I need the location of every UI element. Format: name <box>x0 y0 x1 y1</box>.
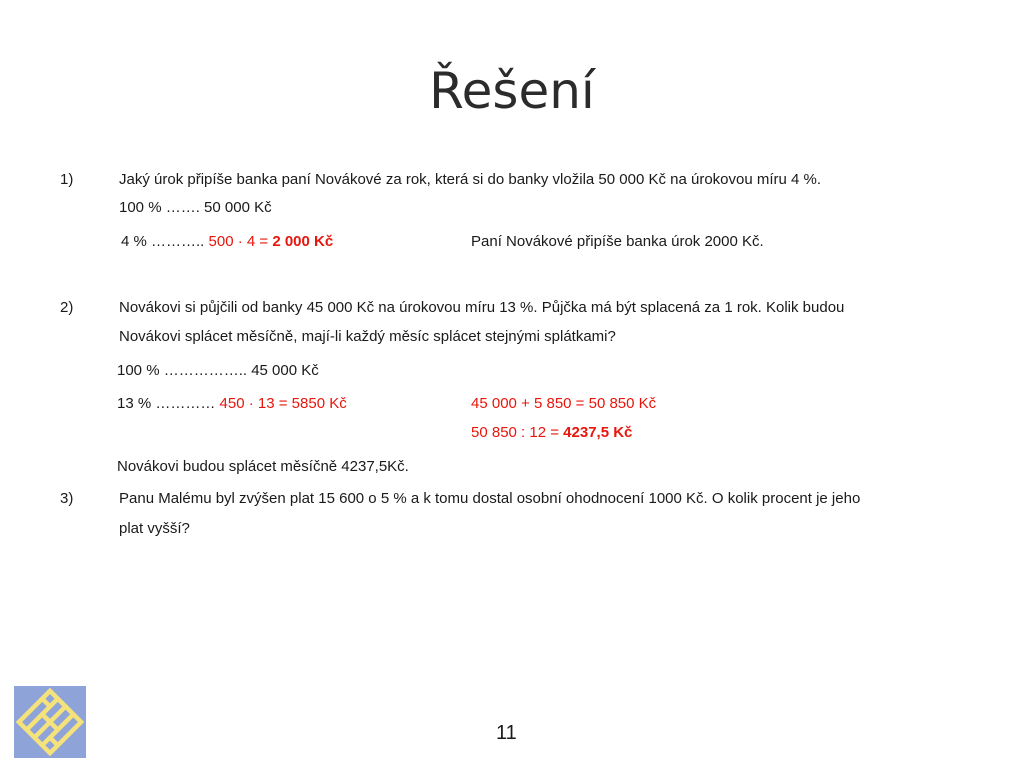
problem1-line2-result: 2 000 Kč <box>272 233 334 250</box>
problem1-line2-prefix: 4 % ……….. <box>121 233 209 250</box>
problem2-text-line1: Novákovi si půjčili od banky 45 000 Kč na úrokovou míru 13 %. Půjčka má být splacená za 1 rok. Kolik budou <box>119 299 845 316</box>
problem1-line2 <box>121 232 333 252</box>
problem3-text-line2: plat vyšší? <box>119 520 190 537</box>
problem2-division-prefix: 50 850 : 12 = <box>471 424 564 441</box>
problem3-number: 3) <box>60 490 74 507</box>
problem2-line2-calc: 450 · 13 = 5850 Kč <box>219 395 347 412</box>
problem3-text-line1: Panu Malému byl zvýšen plat 15 600 o 5 % a k tomu dostal osobní ohodnocení 1000 Kč. O kolik procent je jeho <box>119 490 861 507</box>
problem2-line2-prefix: 13 % ………… <box>117 395 220 412</box>
problem2-text-line2: Novákovi splácet měsíčně, mají-li každý měsíc splácet stejnými splátkami? <box>119 328 616 345</box>
problem1-text: Jaký úrok připíše banka paní Novákové za rok, která si do banky vložila 50 000 Kč na úrokovou míru 4 %. <box>119 171 822 188</box>
page-number: 11 <box>496 722 517 744</box>
problem2-line2 <box>117 394 347 414</box>
problem2-number: 2) <box>60 299 74 316</box>
problem1-line2-calc: 500 · 4 = <box>208 233 273 250</box>
page-title: Řešení <box>429 62 595 120</box>
problem2-division <box>471 423 632 443</box>
problem1-number: 1) <box>60 171 74 188</box>
problem1-answer: Paní Novákové připíše banka úrok 2000 Kč. <box>471 233 764 250</box>
problem2-answer: Novákovi budou splácet měsíčně 4237,5Kč. <box>117 458 409 475</box>
problem2-sum: 45 000 + 5 850 = 50 850 Kč <box>471 395 657 412</box>
problem1-line1: 100 % ……. 50 000 Kč <box>119 199 272 216</box>
problem2-line1: 100 % …………….. 45 000 Kč <box>117 362 319 379</box>
logo-icon <box>14 686 86 758</box>
problem2-division-result: 4237,5 Kč <box>563 424 633 441</box>
